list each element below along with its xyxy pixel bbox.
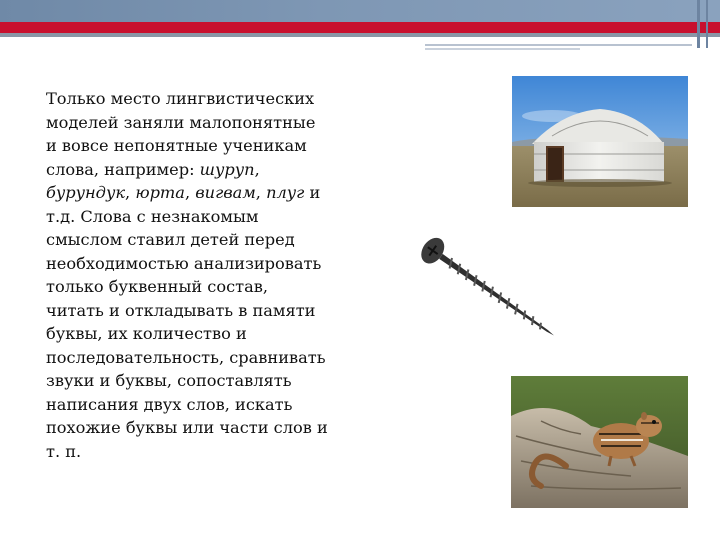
text-line: только буквенный состав, — [46, 277, 269, 296]
header-band — [0, 0, 720, 22]
header-grey-stripe — [0, 33, 720, 37]
punctuation: , — [255, 183, 267, 202]
text-line: смыслом ставил детей перед — [46, 230, 295, 249]
body-paragraph — [46, 87, 364, 463]
text-line: написания двух слов, искать — [46, 394, 293, 414]
title-underline-short — [425, 48, 580, 50]
chipmunk-photo — [511, 376, 688, 508]
text-line: читать и откладывать в памяти — [46, 300, 316, 320]
corner-decoration-bar — [697, 0, 700, 48]
text-line: Только место лингвистических — [46, 89, 315, 108]
example-word-vigvam: вигвам — [195, 183, 256, 202]
text-line: необходимостью анализировать — [46, 253, 322, 273]
example-word-yurta: юрта — [135, 183, 185, 202]
text-line: т. п. — [46, 441, 82, 461]
text-line: буквы, их количество и — [46, 324, 247, 343]
text-line: звуки и буквы, сопоставлять — [46, 371, 292, 390]
screw-image — [420, 228, 580, 343]
title-underline — [425, 44, 692, 46]
yurt-photo — [512, 76, 688, 207]
example-word-shurup: шуруп — [199, 159, 255, 179]
text-line: моделей заняли малопонятные — [46, 112, 316, 132]
example-word-burunduk: бурундук — [46, 183, 126, 202]
text-line: похожие буквы или части слов и — [46, 418, 328, 437]
punctuation: , — [184, 183, 196, 202]
conjunction: и — [304, 183, 321, 202]
punctuation: , — [254, 159, 260, 179]
text-line: и вовсе непонятные ученикам — [46, 136, 307, 155]
text-line: т.д. Слова с незнакомым — [46, 206, 259, 226]
header-accent-stripe — [0, 22, 720, 33]
corner-decoration-bar — [706, 0, 708, 48]
punctuation: , — [125, 183, 136, 202]
example-word-plug: плуг — [266, 183, 305, 202]
text-line: слова, например: — [46, 159, 200, 179]
text-line: последовательность, сравнивать — [46, 347, 326, 367]
